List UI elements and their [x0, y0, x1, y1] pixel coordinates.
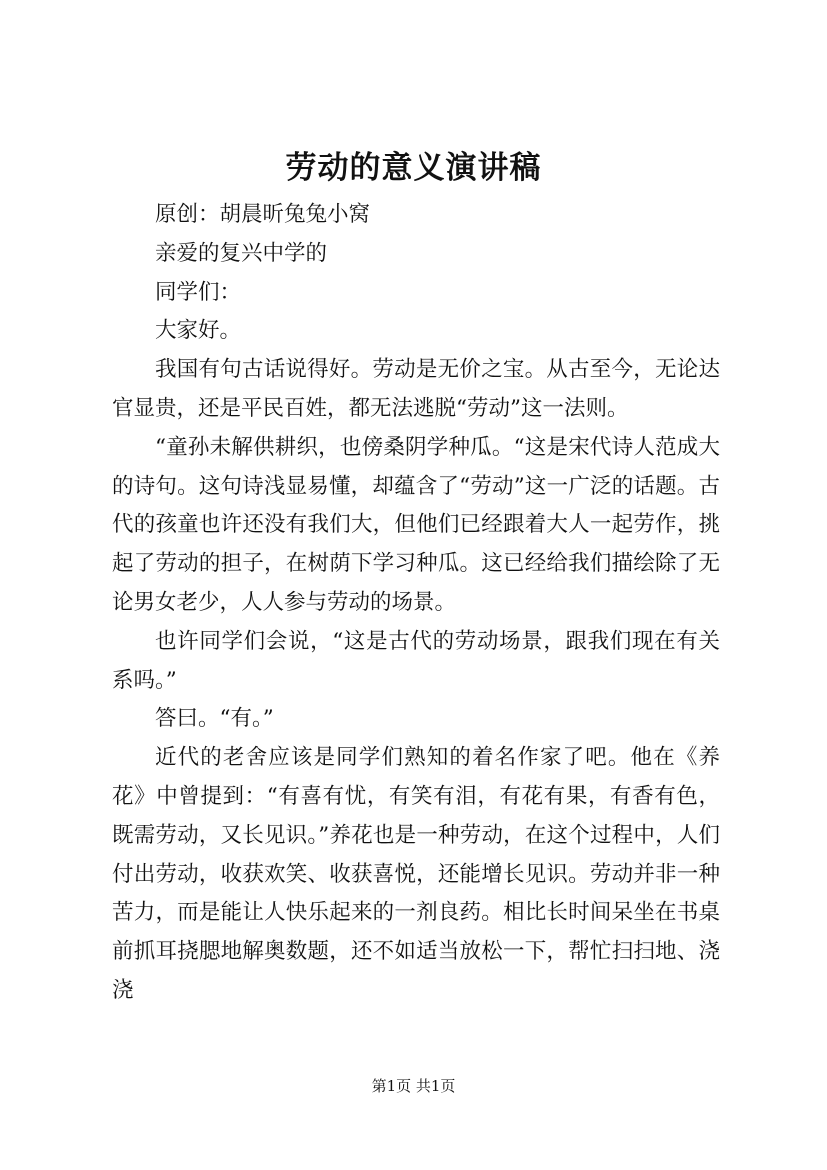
paragraph-5: 近代的老舍应该是同学们熟知的着名作家了吧。他在《养花》中曾提到：“有喜有忧，有笑有泪，有花有果，有香有色，既需劳动，又长见识。”养花也是一种劳动，在这个过程中，人们付出劳动，收获欢笑、收获喜悦，还能增长见识。劳动并非一种苦力，而是能让人快乐起来的一剂良药。相比长时间呆坐在书桌前抓耳挠腮地解奥数题，还不如适当放松一下，帮忙扫扫地、浇浇: [112, 745, 720, 1003]
document-title: 劳动的意义演讲稿: [285, 150, 542, 186]
paragraph-3: 也许同学们会说，“这是古代的劳动场景，跟我们现在有关系吗。”: [112, 628, 720, 693]
paragraph-4: 答曰。“有。”: [155, 706, 274, 732]
paragraph-author: 原创：胡晨昕兔兔小窝: [155, 202, 371, 227]
paragraph-salutation-2: 同学们：: [155, 279, 242, 305]
page-footer: 第1页 共1页: [371, 1077, 456, 1095]
document-body: [112, 196, 720, 1011]
paragraph-1: 我国有句古话说得好。劳动是无价之宝。从古至今，无论达官显贵，还是平民百姓，都无法逃脱“劳动”这一法则。: [112, 357, 720, 421]
paragraph-2: “童孙未解供耕织，也傍桑阴学种瓜。“这是宋代诗人范成大的诗句。这句诗浅显易懂，却蕴含了“劳动”这一广泛的话题。古代的孩童也许还没有我们大，但他们已经跟着大人一起劳作，挑起了劳动的担子，在树荫下学习种瓜。这已经给我们描绘除了无论男女老少，人人参与劳动的场景。: [112, 434, 720, 615]
paragraph-greeting: 大家好。: [155, 318, 242, 344]
paragraph-salutation-1: 亲爱的复兴中学的: [155, 240, 328, 266]
